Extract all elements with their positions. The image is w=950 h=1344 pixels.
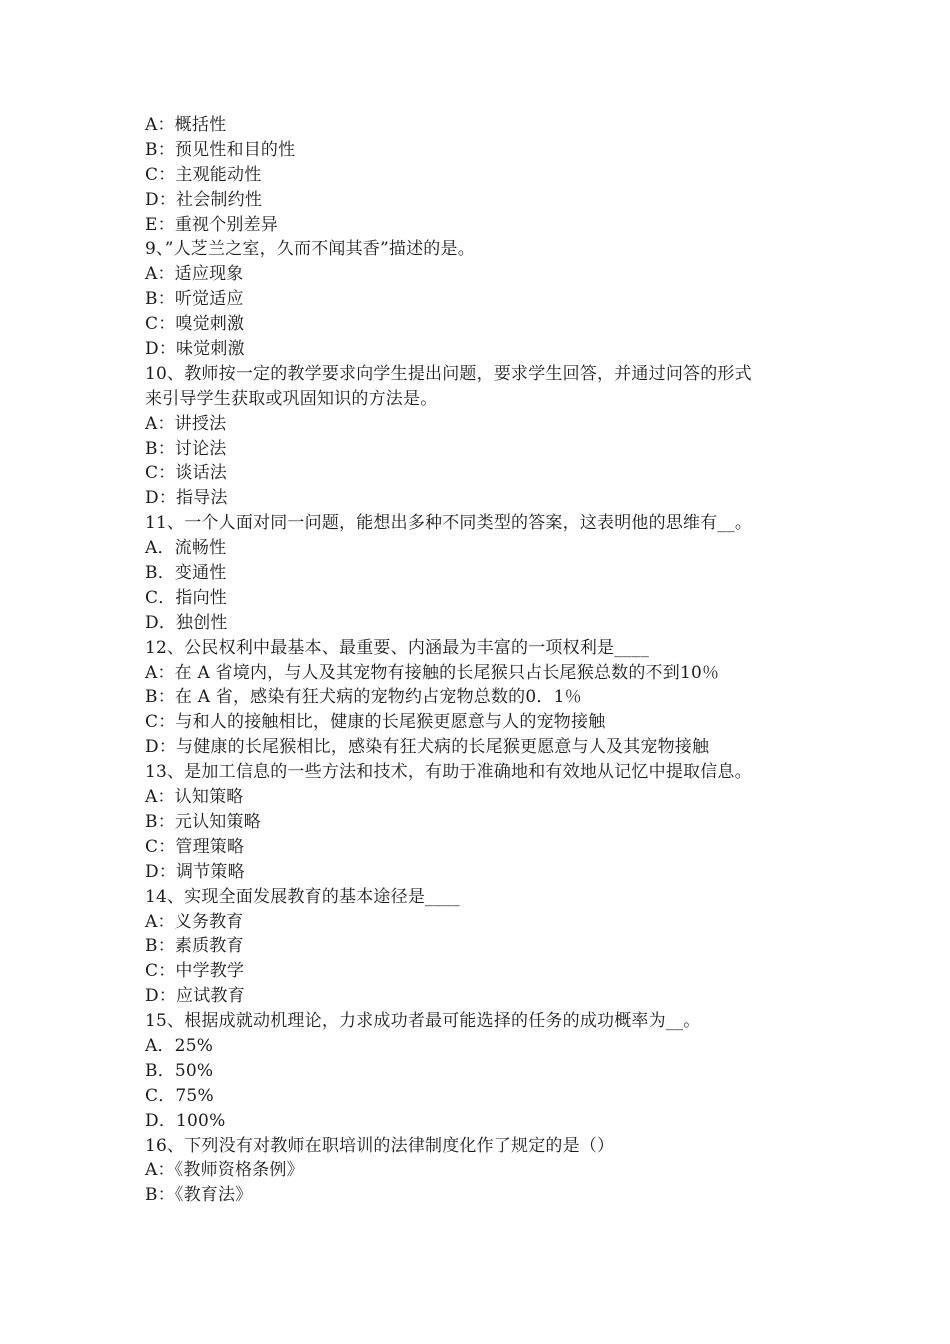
option-line: B．变通性 — [145, 563, 227, 584]
option-line: B：在 A 省，感染有狂犬病的宠物约占宠物总数的0．1％ — [145, 687, 582, 708]
option-line: E：重视个别差异 — [145, 214, 279, 235]
option-line: D：与健康的长尾猴相比，感染有狂犬病的长尾猴更愿意与人及其宠物接触 — [145, 737, 710, 758]
option-line: A：概括性 — [145, 115, 227, 135]
option-line: B：听觉适应 — [145, 289, 244, 310]
question-line: 14、实现全面发展教育的基本途径是____ — [145, 886, 460, 907]
option-line: C：中学教学 — [145, 961, 245, 982]
option-line: B：《教育法》 — [145, 1185, 253, 1206]
option-line: C：主观能动性 — [145, 164, 262, 185]
option-line: A．流畅性 — [145, 538, 227, 559]
question-line: 16、下列没有对教师在职培训的法律制度化作了规定的是（） — [145, 1135, 615, 1156]
option-line: C．75% — [145, 1085, 214, 1106]
option-line: C：嗅觉刺激 — [145, 314, 245, 335]
option-line: A：在 A 省境内，与人及其宠物有接触的长尾猴只占长尾猴总数的不到10％ — [145, 662, 720, 683]
question-line: 15、根据成就动机理论，力求成功者最可能选择的任务的成功概率为__。 — [145, 1011, 701, 1032]
question-line: 10、教师按一定的教学要求向学生提出问题，要求学生回答，并通过问答的形式 — [145, 363, 752, 384]
option-line: D：调节策略 — [145, 861, 245, 882]
option-line: C：管理策略 — [145, 836, 245, 857]
document-page — [145, 113, 825, 1208]
option-line: A．25% — [145, 1035, 214, 1056]
question-line: 来引导学生获取或巩固知识的方法是。 — [145, 388, 438, 409]
option-line: D．独创性 — [145, 612, 228, 633]
option-line: A：讲授法 — [145, 413, 227, 434]
option-line: A：义务教育 — [145, 911, 244, 932]
question-line: 11、一个人面对同一问题，能想出多种不同类型的答案，这表明他的思维有__。 — [145, 513, 753, 534]
option-line: D：社会制约性 — [145, 189, 263, 210]
question-line: 13、是加工信息的一些方法和技术，有助于准确地和有效地从记忆中提取信息。 — [145, 762, 752, 783]
option-line: C．指向性 — [145, 587, 228, 608]
option-line: A：认知策略 — [145, 787, 244, 808]
question-line: 12、公民权利中最基本、最重要、内涵最为丰富的一项权利是____ — [145, 637, 650, 658]
option-line: D：应试教育 — [145, 986, 245, 1007]
option-line: B：讨论法 — [145, 438, 227, 459]
option-line: D：指导法 — [145, 488, 228, 509]
option-line: D：味觉刺激 — [145, 339, 245, 360]
option-line: B：元认知策略 — [145, 811, 261, 832]
option-line: B：预见性和目的性 — [145, 139, 296, 160]
option-line: C：与和人的接触相比，健康的长尾猴更愿意与人的宠物接触 — [145, 712, 606, 733]
option-line: A：《教师资格条例》 — [145, 1160, 304, 1181]
option-line: A：适应现象 — [145, 264, 244, 285]
option-line: C：谈话法 — [145, 463, 228, 484]
option-line: B．50% — [145, 1060, 214, 1081]
option-line: D．100% — [145, 1110, 226, 1131]
option-line: B：素质教育 — [145, 936, 244, 957]
question-line: 9、”人芝兰之室，久而不闻其香”描述的是。 — [145, 239, 475, 260]
